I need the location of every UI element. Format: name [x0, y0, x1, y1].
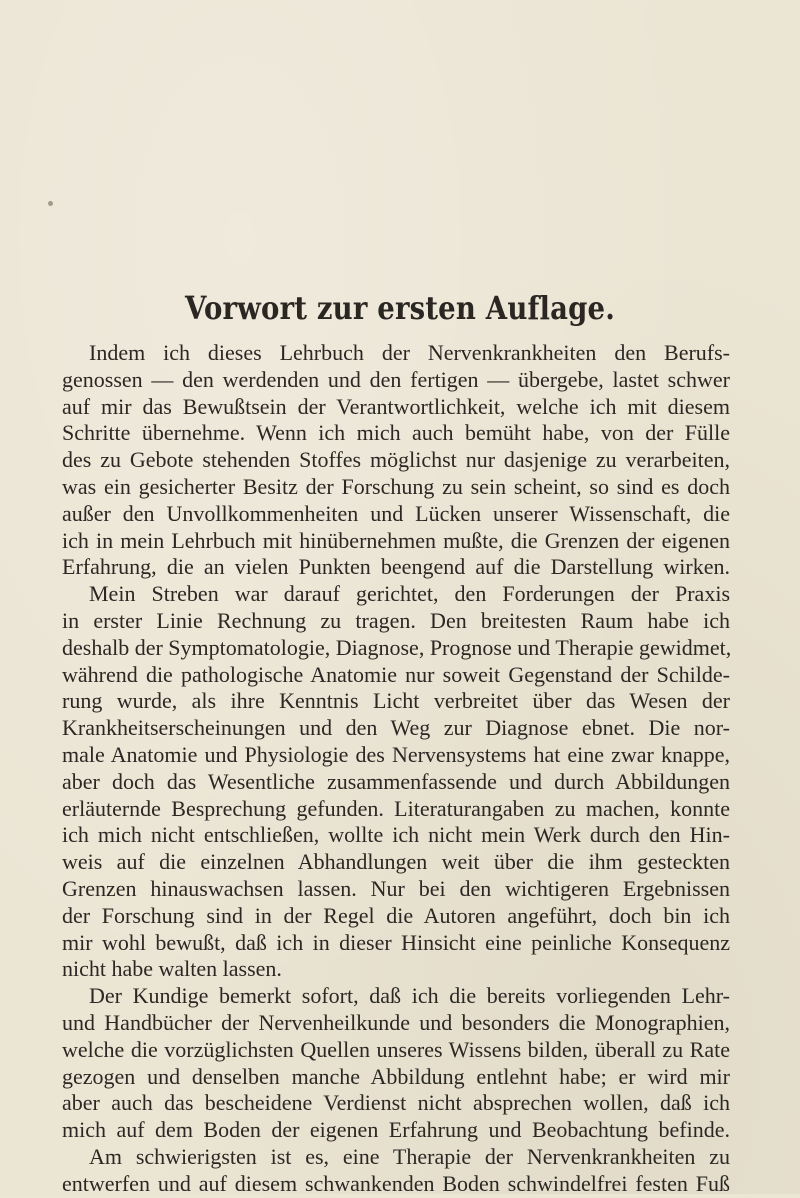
- text-line: aber doch das Wesentliche zusammenfassende und durch Abbildungen: [62, 768, 730, 794]
- paragraph-1: [62, 340, 730, 581]
- text-line: ich mich nicht entschließen, wollte ich nicht mein Werk durch den Hin-: [62, 822, 730, 848]
- paragraph-3: [62, 983, 730, 1144]
- text-line: und Handbücher der Nervenheilkunde und besonders die Monographien,: [62, 1009, 730, 1035]
- text-line: ich in mein Lehrbuch mit hinübernehmen mußte, die Grenzen der eigenen: [62, 527, 730, 553]
- text-line: nicht habe walten lassen.: [62, 956, 282, 982]
- text-line: Schritte übernehme. Wenn ich mich auch bemüht habe, von der Fülle: [62, 420, 730, 446]
- text-line: genossen — den werdenden und den fertigen — übergebe, lastet schwer: [62, 366, 730, 392]
- text-line: der Forschung sind in der Regel die Autoren angeführt, doch bin ich: [62, 902, 730, 928]
- text-line: male Anatomie und Physiologie des Nervensystems hat eine zwar knappe,: [62, 741, 730, 767]
- text-line: aber auch das bescheidene Verdienst nicht absprechen wollen, daß ich: [62, 1090, 730, 1116]
- text-line: Am schwierigsten ist es, eine Therapie der Nervenkrankheiten zu: [89, 1143, 730, 1169]
- body-text: [62, 340, 730, 1198]
- text-line: Krankheitserscheinungen und den Weg zur Diagnose ebnet. Die nor-: [62, 715, 730, 741]
- text-line: mir wohl bewußt, daß ich in dieser Hinsicht eine peinliche Konsequenz: [62, 929, 730, 955]
- text-line: gezogen und denselben manche Abbildung entlehnt habe; er wird mir: [62, 1063, 730, 1089]
- text-line: Erfahrung, die an vielen Punkten beengend auf die Darstellung wirken.: [62, 554, 730, 580]
- text-line: was ein gesicherter Besitz der Forschung zu sein scheint, so sind es doch: [62, 473, 730, 499]
- text-line: in erster Linie Rechnung zu tragen. Den breitesten Raum habe ich: [62, 607, 730, 633]
- text-line: Mein Streben war darauf gerichtet, den Forderungen der Praxis: [89, 581, 730, 607]
- text-line: mich auf dem Boden der eigenen Erfahrung und Beobachtung befinde.: [62, 1117, 730, 1143]
- text-line: während die pathologische Anatomie nur soweit Gegenstand der Schilde-: [62, 661, 730, 687]
- text-line: erläuternde Besprechung gefunden. Literaturangaben zu machen, konnte: [62, 795, 730, 821]
- text-line: des zu Gebote stehenden Stoffes möglichst nur dasjenige zu verarbeiten,: [62, 447, 730, 473]
- page-title: Vorwort zur ersten Auflage.: [184, 289, 615, 327]
- paragraph-4: [62, 1144, 730, 1198]
- text-line: Der Kundige bemerkt sofort, daß ich die bereits vorliegenden Lehr-: [89, 983, 730, 1009]
- paragraph-2: [62, 581, 730, 983]
- text-line: deshalb der Symptomatologie, Diagnose, Prognose und Therapie gewidmet,: [62, 634, 732, 660]
- paper-speck: [48, 201, 53, 206]
- text-line: weis auf die einzelnen Abhandlungen weit über die ihm gesteckten: [62, 849, 730, 875]
- text-line: rung wurde, als ihre Kenntnis Licht verbreitet über das Wesen der: [62, 688, 730, 714]
- text-line: welche die vorzüglichsten Quellen unseres Wissens bilden, überall zu Rate: [62, 1036, 730, 1062]
- text-line: Grenzen hinauswachsen lassen. Nur bei den wichtigeren Ergebnissen: [62, 875, 730, 901]
- text-line: auf mir das Bewußtsein der Verantwortlichkeit, welche ich mit diesem: [62, 393, 730, 419]
- text-line: außer den Unvollkommenheiten und Lücken unserer Wissenschaft, die: [62, 500, 730, 526]
- text-line: Indem ich dieses Lehrbuch der Nervenkrankheiten den Berufs-: [89, 340, 730, 365]
- text-line: entwerfen und auf diesem schwankenden Boden schwindelfrei festen Fuß: [62, 1170, 730, 1196]
